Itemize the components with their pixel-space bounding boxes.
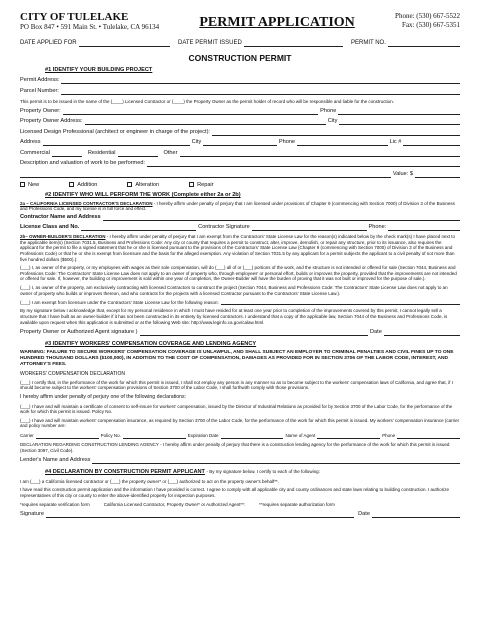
property-owner-label: Property Owner: <box>20 107 61 114</box>
policy-field[interactable] <box>123 433 186 439</box>
contact-block <box>395 12 460 30</box>
owner-address-field[interactable] <box>85 119 326 125</box>
city-block <box>20 12 159 32</box>
lending-declaration <box>20 442 460 453</box>
exemption-reason-field[interactable] <box>221 299 460 305</box>
note-verification: *requires separate verification form <box>20 501 90 507</box>
other-field[interactable] <box>180 151 460 157</box>
contractor-signature-label: Contractor Signature <box>198 224 250 231</box>
agent-phone-label: Phone <box>382 433 396 439</box>
owner-phone-label: Phone <box>320 107 337 114</box>
contractor-declaration-text: - I hereby affirm under penalty of perjury that I am licensed under provisions of Chapter 9 (commencing with Section 7000) of Division 3 of the Business and Professions Code, and my license is in full force and effect. <box>20 200 455 212</box>
license-class-label: License Class and No. <box>20 224 80 231</box>
license-number-label: Lic # <box>389 139 402 146</box>
expiration-field[interactable] <box>221 433 284 439</box>
checkbox-addition[interactable] <box>69 182 74 187</box>
date-issued-field[interactable] <box>244 41 343 47</box>
section-4-heading: #4 DECLARATION BY CONSTRUCTION PERMIT APPLICANT <box>45 468 205 475</box>
contractor-signature-field[interactable] <box>252 225 367 231</box>
construction-permit-title: CONSTRUCTION PERMIT <box>188 53 292 64</box>
agent-label: Name of Agent <box>285 433 316 439</box>
date-applied-label: DATE APPLIED FOR <box>20 39 77 46</box>
section-1-heading: #1 IDENTIFY YOUR BUILDING PROJECT <box>45 66 153 73</box>
section-3-heading: #3 IDENTIFY WORKERS' COMPENSATION COVERAGE AND LENDING AGENCY <box>45 341 257 348</box>
contractor-phone-field[interactable] <box>388 225 460 231</box>
commercial-field[interactable] <box>52 151 82 157</box>
wc-affirm: I hereby affirm under penalty of perjury one of the following declarations: <box>20 394 186 400</box>
contractor-declaration <box>20 201 460 212</box>
owner-phone-field[interactable] <box>338 109 460 115</box>
contractor-name-label: Contractor Name and Address <box>20 214 101 221</box>
date-issued-label: DATE PERMIT ISSUED <box>178 39 242 46</box>
owner-builder-option-3: (___) I am exempt from licensure under the Contractors' State License Law for the following reason: <box>20 299 219 305</box>
city-address: PO Box 847 • 591 Main St. • Tulelake, CA 96134 <box>20 23 160 31</box>
description-field-2[interactable] <box>20 172 391 178</box>
applicant-date-field[interactable] <box>372 512 460 518</box>
applicant-date-label: Date <box>358 511 370 518</box>
work-type-addition[interactable]: Addition <box>69 182 97 189</box>
section-4-heading-row <box>45 469 460 476</box>
note-authorization: **requires separate authorization form <box>259 501 335 507</box>
design-professional-label: Licensed Design Professional (architect or engineer in charge of the project): <box>20 128 210 135</box>
owner-builder-text: - I hereby affirm under penalty of perjury that I am exempt from the Contractors' State License Law for the reason(s) indicated below by the check mark(s) I have placed next to the applicable item(s) (Section 7031.5, Business and Professions Code: Any city or county that requires a permit to construct, alter, improve, demolish, or repair any structure, prior to its issuance, also requires the applicant for the permit to file a signed statement that he or she is licensed pursuant to the provisions of the Contractors' State License Law (Chapter 9 (commencing with Section 7000) of Division 3 of the Business and Professions Code) or that he or she is exempt from licensure and the basis for the alleged exemption. Any violation of Section 7031.5 by any applicant for a permit subjects the applicant to a civil penalty of not more than five hundred dollars ($500).): <box>20 234 455 262</box>
permit-no-label: PERMIT NO. <box>351 39 386 46</box>
design-professional-field[interactable] <box>212 130 460 136</box>
applicant-certify-text: I have read this construction permit application and the information I have provided is correct. I agree to comply with all applicable city and county ordinances and state laws relating to building construction. I authorize representatives of this city or county to enter the above-identified property for inspection purposes. <box>20 487 449 498</box>
owner-city-label: City <box>327 118 338 125</box>
parcel-number-label: Parcel Number: <box>20 87 59 94</box>
issue-note: This permit is to be issued in the name of the (____) Licensed Contractor or (____) the Property Owner as the permit holder of record who will be responsible and liable for the construction. <box>20 98 394 104</box>
description-label: Description and valuation of work to be performed: <box>20 160 145 167</box>
contractor-declaration-title: 2a – CALIFORNIA LICENSED CONTRACTOR'S DECLARATION <box>20 200 153 206</box>
lending-title: DECLARATION REGARDING CONSTRUCTION LENDING AGENCY <box>20 442 159 447</box>
checkbox-new[interactable] <box>20 182 25 187</box>
applicant-signature-label: Signature <box>20 511 44 518</box>
lender-label: Lender's Name and Address <box>20 456 91 463</box>
applicant-notes-row <box>20 502 460 508</box>
design-address-field[interactable] <box>43 140 190 146</box>
parcel-number-field[interactable] <box>61 89 460 95</box>
fax-number: Fax: (530) 667-5351 <box>402 21 460 30</box>
contractor-name-field[interactable] <box>103 215 460 221</box>
agent-field[interactable] <box>317 433 380 439</box>
checkbox-alteration[interactable] <box>127 182 132 187</box>
license-number-field[interactable] <box>403 140 460 146</box>
expiration-label: Expiration Date <box>187 433 219 439</box>
owner-builder-title: 2b– OWNER-BUILDER'S DECLARATION <box>20 234 106 240</box>
date-applied-field[interactable] <box>79 41 170 47</box>
owner-builder-option-2: (___) I, as owner of the property, am exclusively contracting with licensed Contractors to construct the project (Section 7044, Business and Professions Code: The Contractors' State License Law does not apply to an owner of property who builds or improves thereon, and who contracts for the projects with a licensed Contractor pursuant to the Contractors' State License Law.). <box>20 285 448 296</box>
lender-field[interactable] <box>92 458 460 464</box>
owner-builder-note: By my signature below I acknowledge that, except for my personal residence in which I must have resided for at least one year prior to completion of the improvements covered by this permit, I cannot legally sell a structure that I have built as an owner-builder if it has not been constructed in its entirety by licensed contractors. I understand that a copy of the applicable law, Section 7044 of the Business and Professions Code, is available upon request when this application is submitted or at the following Web site: http://www.leginfo.ca.gov/calaw.html. <box>20 308 448 325</box>
owner-date-label: Date <box>370 329 382 336</box>
property-owner-field[interactable] <box>63 109 318 115</box>
agent-phone-field[interactable] <box>397 433 460 439</box>
value-label: Value: $ <box>392 170 413 177</box>
owner-date-field[interactable] <box>384 330 460 336</box>
permit-address-label: Permit Address: <box>20 77 60 84</box>
section-4-intro: - By my signature below, I certify to each of the following: <box>206 468 320 474</box>
design-address-label: Address <box>20 139 41 146</box>
work-type-repair[interactable]: Repair <box>189 182 213 189</box>
carrier-field[interactable] <box>36 433 99 439</box>
carrier-label: Carrier <box>20 433 34 439</box>
owner-city-field[interactable] <box>339 119 460 125</box>
lending-text: - I hereby affirm under penalty of perjury that there is a construction lending agency for the performance of the work for which this permit is issued (Section 3097, Civil Code). <box>20 442 450 453</box>
permit-address-field[interactable] <box>61 78 460 84</box>
commercial-label: Commercial <box>20 149 50 156</box>
residential-label: Residential <box>87 149 116 156</box>
other-label: Other <box>163 149 178 156</box>
applicant-signature-field[interactable] <box>46 512 354 518</box>
contractor-phone-label: Phone: <box>368 224 387 231</box>
checkbox-repair[interactable] <box>189 182 194 187</box>
owner-builder-option-1: (___) I, as owner of the property, or my employees with wages as their sole compensation, will do (___) all of or (___) portions of the work, and the structure is not intended or offered for sale (Section 7044, Business and Professions Code: The Contractors' State License Law does not apply to an owner of property who, through employees' or personal effort, builds or improves the property, provided that the improvements are not intended or offered for sale. If, however, the building or improvement is sold within one year of completion, the Owner-Builder will have the burden of proving that it was not built or improved for the purpose of sale.). <box>20 265 457 282</box>
phone-number: Phone: (530) 667-5522 <box>395 12 460 20</box>
value-field[interactable] <box>415 172 460 178</box>
design-city-field[interactable] <box>203 140 277 146</box>
wc-warning: WARNING: FAILURE TO SECURE WORKERS' COMPENSATION COVERAGE IS UNLAWFUL, AND SHALL SUBJECT AN EMPLOYER TO CRIMINAL PENALTIES AND CIVIL FINES UP TO ONE HUNDRED THOUSAND DOLLARS ($100,000), IN ADDITION TO THE COST OF COMPENSATION, DAMAGES AS PROVIDED FOR IN SECTION 3706 OF THE LABOR CODE, INTEREST, AND ATTORNEY'S FEES. <box>20 350 454 368</box>
work-type-alteration[interactable]: Alteration <box>127 182 159 189</box>
wc-option-1: (___) I have and will maintain a certificate of consent to self-insure for workers' compensation, issued by the Director of Industrial Relations as provided for by Section 3700 of the Labor Code, for the performance of the work for which this permit is issued. Policy No. <box>20 403 453 415</box>
note-applicant-type: California Licensed Contractor, Property Owner* or Authorized Agent**: <box>103 501 246 507</box>
section-2-heading: #2 IDENTIFY WHO WILL PERFORM THE WORK (Complete either 2a or 2b) <box>45 191 241 198</box>
description-field[interactable] <box>147 161 460 167</box>
work-type-new[interactable]: New <box>20 182 39 189</box>
license-class-field[interactable] <box>81 225 196 231</box>
owner-address-label: Property Owner Address: <box>20 118 83 125</box>
wc-certify: (___) I certify that, in the performance of the work for which this permit is issued, I shall not employ any person in any manner so as to become subject to the workers' compensation laws of California, and agree that, if I should become subject to the workers' compensation provisions of Section 3700 of the Labor Code, I shall forthwith comply with those provisions. <box>20 379 453 391</box>
policy-label: Policy No. <box>100 433 121 439</box>
work-type-row <box>20 182 460 189</box>
owner-signature-label: Property Owner or Authorized Agent signature ) <box>20 329 138 336</box>
owner-signature-field[interactable] <box>140 330 368 336</box>
top-dates-row <box>20 40 460 48</box>
wc-option-2: (___) I have and will maintain workers' compensation insurance, as required by Section 3700 of the Labor Code, for the performance of the work for which this permit is issued. My workers' compensation insurance (carrier and policy number are: <box>20 417 460 429</box>
residential-field[interactable] <box>118 151 158 157</box>
design-city-label: City <box>191 139 202 146</box>
header <box>20 12 460 32</box>
city-name: CITY OF TULELAKE <box>20 11 129 23</box>
wc-declaration-title: WORKERS' COMPENSATION DECLARATION <box>20 370 125 377</box>
owner-builder-declaration <box>20 234 460 262</box>
applicant-role-line: I am (___) a California licensed contractor or (___) the property owner* or (___) authorized to act on the property owner's behalf**. <box>20 478 279 484</box>
design-phone-field[interactable] <box>297 140 388 146</box>
page-title: PERMIT APPLICATION <box>199 15 355 30</box>
design-phone-label: Phone <box>278 139 296 146</box>
permit-no-field[interactable] <box>388 41 460 47</box>
